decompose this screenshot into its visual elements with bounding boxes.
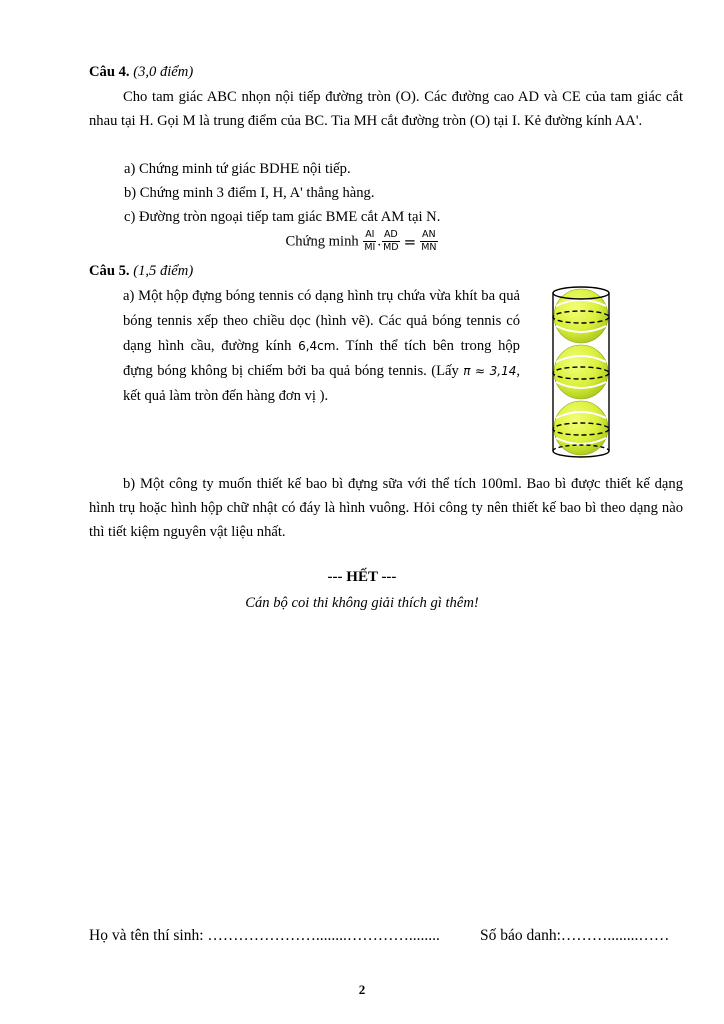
- q5-a-text2: . Tính thể tích bên trong hộp đựng bóng không bị chiếm bởi ba quả bóng tennis. (Lấy: [123, 338, 520, 379]
- q4-heading: [89, 60, 193, 84]
- tennis-ball-cylinder-illustration: [547, 284, 615, 460]
- fraction-numerator: AI: [365, 229, 375, 241]
- q5-part-a: [123, 284, 520, 409]
- fraction-denominator: MD: [383, 242, 399, 254]
- q4-points: (3,0 điểm): [133, 64, 194, 80]
- candidate-name-field: Họ và tên thí sinh: …………………........…………........: [89, 927, 440, 944]
- q5-points: (1,5 điểm): [133, 263, 194, 279]
- end-title: --- HẾT ---: [327, 569, 397, 585]
- fraction-an-mn: [420, 229, 437, 254]
- q4-label: Câu 4.: [89, 64, 130, 80]
- fraction-denominator: MN: [421, 242, 437, 254]
- fraction-ad-md: [382, 229, 400, 254]
- pi-approx: π ≈ 3,14: [463, 364, 517, 378]
- q4-prove-formula: Chứng minh $\frac{AI}{MI}$ . $\frac{AD}{MD}$ = $\frac{AN}{MN}$: [285, 229, 437, 254]
- q4-intro: Cho tam giác ABC nhọn nội tiếp đường tròn (O). Các đường cao AD và CE của tam giác cắt nhau tại H. Gọi M là trung điểm của BC. Tia MH cắt đường tròn (O) tại I. Kẻ đường kính AA'.: [89, 89, 683, 129]
- q5-heading: [89, 259, 193, 283]
- prove-label: Chứng minh: [285, 233, 359, 250]
- end-note: Cán bộ coi thi không giải thích gì thêm!: [245, 595, 479, 611]
- fraction-ai-mi: [363, 229, 376, 254]
- q5-a-text3: , kết quả làm tròn đến hàng đơn vị ).: [123, 363, 520, 404]
- tennis-ball-middle: [554, 345, 608, 399]
- q4-part-b: b) Chứng minh 3 điểm I, H, A' thẳng hàng.: [124, 185, 375, 201]
- ball-diameter: 6,4cm: [298, 339, 336, 353]
- fraction-numerator: AN: [422, 229, 436, 241]
- page-number: 2: [358, 982, 366, 997]
- fraction-denominator: MI: [364, 242, 376, 254]
- q4-part-a: a) Chứng minh tứ giác BDHE nội tiếp.: [124, 161, 351, 177]
- candidate-id-field: Số báo danh:………........……: [480, 927, 670, 944]
- q4-part-c: c) Đường tròn ngoại tiếp tam giác BME cắt AM tại N.: [124, 209, 441, 225]
- q5-label: Câu 5.: [89, 263, 130, 279]
- fraction-numerator: AD: [383, 229, 398, 241]
- q5-a-text: a) Một hộp đựng bóng tennis có dạng hình trụ chứa vừa khít ba quả bóng tennis xếp theo chiều dọc (hình vẽ). Các quả bóng tennis có dạng hình cầu, đường kính: [123, 288, 520, 354]
- q5-part-b: b) Một công ty muốn thiết kế bao bì đựng sữa với thể tích 100ml. Bao bì được thiết kế dạng hình trụ hoặc hình hộp chữ nhật có đáy là hình vuông. Hỏi công ty nên thiết kế bao bì theo dạng nào thì tiết kiệm nguyên vật liệu nhất.: [89, 476, 683, 540]
